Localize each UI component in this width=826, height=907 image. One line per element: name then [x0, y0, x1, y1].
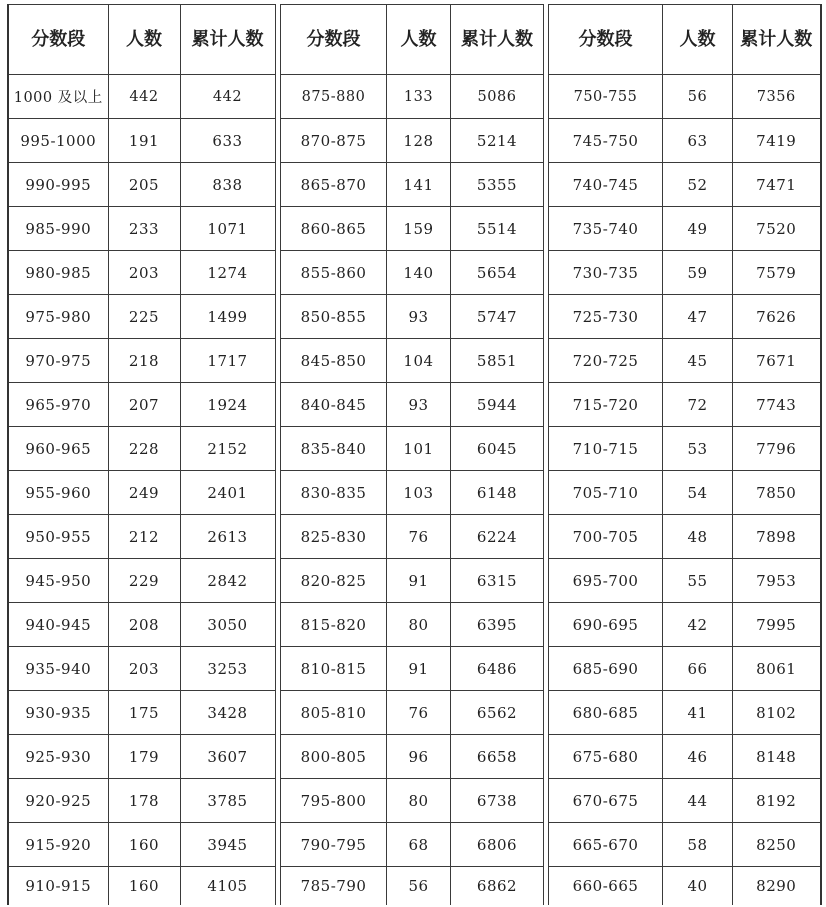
score-range-cell: 960-965 [8, 427, 108, 471]
score-range-cell: 665-670 [549, 823, 663, 867]
count-cell: 207 [108, 383, 180, 427]
score-range-cell: 950-955 [8, 515, 108, 559]
header-cumulative: 累计人数 [451, 5, 544, 75]
count-cell: 249 [108, 471, 180, 515]
score-range-cell: 980-985 [8, 251, 108, 295]
score-range-cell: 970-975 [8, 339, 108, 383]
cumulative-cell: 8192 [733, 779, 821, 823]
table-row [281, 251, 544, 295]
cumulative-cell: 2613 [180, 515, 275, 559]
table-row [549, 251, 821, 295]
count-cell: 76 [387, 515, 451, 559]
count-cell: 80 [387, 779, 451, 823]
header-cumulative: 累计人数 [733, 5, 821, 75]
header-score-range: 分数段 [281, 5, 387, 75]
cumulative-cell: 6862 [451, 867, 544, 906]
count-cell: 55 [663, 559, 733, 603]
table-row [8, 207, 275, 251]
table-row [549, 647, 821, 691]
score-range-cell: 1000 及以上 [8, 75, 108, 119]
cumulative-cell: 1717 [180, 339, 275, 383]
table-row [281, 207, 544, 251]
score-range-cell: 715-720 [549, 383, 663, 427]
cumulative-cell: 7356 [733, 75, 821, 119]
cumulative-cell: 5355 [451, 163, 544, 207]
count-cell: 160 [108, 823, 180, 867]
table-row [281, 735, 544, 779]
table-row [549, 515, 821, 559]
table-row [549, 559, 821, 603]
table-row [549, 427, 821, 471]
score-range-cell: 860-865 [281, 207, 387, 251]
cumulative-cell: 6658 [451, 735, 544, 779]
table-row [281, 691, 544, 735]
score-range-cell: 690-695 [549, 603, 663, 647]
score-range-cell: 820-825 [281, 559, 387, 603]
table-row [281, 119, 544, 163]
cumulative-cell: 1071 [180, 207, 275, 251]
count-cell: 76 [387, 691, 451, 735]
cumulative-cell: 7471 [733, 163, 821, 207]
score-range-cell: 785-790 [281, 867, 387, 906]
count-cell: 159 [387, 207, 451, 251]
score-range-cell: 805-810 [281, 691, 387, 735]
table-row [8, 75, 275, 119]
cumulative-cell: 7671 [733, 339, 821, 383]
table-row [549, 603, 821, 647]
cumulative-cell: 3607 [180, 735, 275, 779]
cumulative-cell: 6806 [451, 823, 544, 867]
cumulative-cell: 2842 [180, 559, 275, 603]
score-range-cell: 730-735 [549, 251, 663, 295]
cumulative-cell: 1274 [180, 251, 275, 295]
table-row [8, 779, 275, 823]
cumulative-cell: 8061 [733, 647, 821, 691]
score-range-cell: 740-745 [549, 163, 663, 207]
count-cell: 47 [663, 295, 733, 339]
table-row [281, 295, 544, 339]
count-cell: 141 [387, 163, 451, 207]
count-cell: 48 [663, 515, 733, 559]
count-cell: 44 [663, 779, 733, 823]
cumulative-cell: 2401 [180, 471, 275, 515]
count-cell: 103 [387, 471, 451, 515]
count-cell: 229 [108, 559, 180, 603]
count-cell: 133 [387, 75, 451, 119]
score-range-cell: 935-940 [8, 647, 108, 691]
score-range-cell: 855-860 [281, 251, 387, 295]
cumulative-cell: 2152 [180, 427, 275, 471]
table-row [8, 427, 275, 471]
score-range-cell: 915-920 [8, 823, 108, 867]
score-range-cell: 925-930 [8, 735, 108, 779]
score-range-cell: 720-725 [549, 339, 663, 383]
cumulative-cell: 7796 [733, 427, 821, 471]
table-row [8, 119, 275, 163]
table-row [281, 163, 544, 207]
count-cell: 218 [108, 339, 180, 383]
cumulative-cell: 8290 [733, 867, 821, 906]
cumulative-cell: 5851 [451, 339, 544, 383]
score-range-cell: 685-690 [549, 647, 663, 691]
table-row [549, 471, 821, 515]
count-cell: 160 [108, 867, 180, 906]
count-cell: 56 [387, 867, 451, 906]
count-cell: 56 [663, 75, 733, 119]
count-cell: 68 [387, 823, 451, 867]
score-range-cell: 955-960 [8, 471, 108, 515]
table-row [549, 339, 821, 383]
cumulative-cell: 6224 [451, 515, 544, 559]
table-row [8, 647, 275, 691]
cumulative-cell: 7520 [733, 207, 821, 251]
cumulative-cell: 5214 [451, 119, 544, 163]
cumulative-cell: 5747 [451, 295, 544, 339]
header-count: 人数 [108, 5, 180, 75]
count-cell: 59 [663, 251, 733, 295]
cumulative-cell: 5944 [451, 383, 544, 427]
cumulative-cell: 3945 [180, 823, 275, 867]
score-range-cell: 830-835 [281, 471, 387, 515]
table-row [549, 119, 821, 163]
score-table-section-3 [548, 4, 822, 905]
cumulative-cell: 442 [180, 75, 275, 119]
score-range-cell: 940-945 [8, 603, 108, 647]
cumulative-cell: 5654 [451, 251, 544, 295]
count-cell: 46 [663, 735, 733, 779]
score-range-cell: 840-845 [281, 383, 387, 427]
count-cell: 101 [387, 427, 451, 471]
score-range-cell: 995-1000 [8, 119, 108, 163]
score-range-cell: 945-950 [8, 559, 108, 603]
table-row [8, 383, 275, 427]
cumulative-cell: 3253 [180, 647, 275, 691]
score-range-cell: 850-855 [281, 295, 387, 339]
score-range-cell: 750-755 [549, 75, 663, 119]
cumulative-cell: 8148 [733, 735, 821, 779]
table-row [281, 647, 544, 691]
score-range-cell: 790-795 [281, 823, 387, 867]
count-cell: 233 [108, 207, 180, 251]
header-count: 人数 [387, 5, 451, 75]
header-score-range: 分数段 [8, 5, 108, 75]
count-cell: 53 [663, 427, 733, 471]
score-range-cell: 705-710 [549, 471, 663, 515]
count-cell: 72 [663, 383, 733, 427]
score-range-cell: 710-715 [549, 427, 663, 471]
count-cell: 442 [108, 75, 180, 119]
cumulative-cell: 3785 [180, 779, 275, 823]
cumulative-cell: 8250 [733, 823, 821, 867]
cumulative-cell: 7419 [733, 119, 821, 163]
table-row [549, 867, 821, 906]
cumulative-cell: 6562 [451, 691, 544, 735]
table-row [8, 823, 275, 867]
count-cell: 80 [387, 603, 451, 647]
score-range-cell: 660-665 [549, 867, 663, 906]
score-range-cell: 870-875 [281, 119, 387, 163]
score-range-cell: 810-815 [281, 647, 387, 691]
count-cell: 54 [663, 471, 733, 515]
table-row [549, 779, 821, 823]
table-row [281, 75, 544, 119]
table-row [8, 339, 275, 383]
score-range-cell: 680-685 [549, 691, 663, 735]
score-range-cell: 930-935 [8, 691, 108, 735]
count-cell: 41 [663, 691, 733, 735]
score-range-cell: 800-805 [281, 735, 387, 779]
count-cell: 93 [387, 383, 451, 427]
count-cell: 203 [108, 647, 180, 691]
count-cell: 140 [387, 251, 451, 295]
count-cell: 66 [663, 647, 733, 691]
table-row [549, 207, 821, 251]
count-cell: 178 [108, 779, 180, 823]
count-cell: 104 [387, 339, 451, 383]
score-range-cell: 815-820 [281, 603, 387, 647]
score-range-cell: 845-850 [281, 339, 387, 383]
cumulative-cell: 4105 [180, 867, 275, 906]
table-row [8, 867, 275, 906]
table-row [281, 427, 544, 471]
count-cell: 228 [108, 427, 180, 471]
score-range-cell: 910-915 [8, 867, 108, 906]
cumulative-cell: 6395 [451, 603, 544, 647]
count-cell: 91 [387, 559, 451, 603]
score-range-cell: 875-880 [281, 75, 387, 119]
cumulative-cell: 6738 [451, 779, 544, 823]
table-row [281, 471, 544, 515]
table-row [549, 163, 821, 207]
count-cell: 225 [108, 295, 180, 339]
cumulative-cell: 838 [180, 163, 275, 207]
count-cell: 93 [387, 295, 451, 339]
score-range-cell: 725-730 [549, 295, 663, 339]
cumulative-cell: 6045 [451, 427, 544, 471]
table-row [549, 295, 821, 339]
header-count: 人数 [663, 5, 733, 75]
score-range-cell: 695-700 [549, 559, 663, 603]
cumulative-cell: 7995 [733, 603, 821, 647]
table-row [281, 339, 544, 383]
score-range-cell: 700-705 [549, 515, 663, 559]
header-row [281, 5, 544, 75]
table-row [549, 75, 821, 119]
score-range-cell: 670-675 [549, 779, 663, 823]
count-cell: 52 [663, 163, 733, 207]
score-range-cell: 865-870 [281, 163, 387, 207]
table-row [8, 471, 275, 515]
count-cell: 175 [108, 691, 180, 735]
cumulative-cell: 3428 [180, 691, 275, 735]
cumulative-cell: 633 [180, 119, 275, 163]
cumulative-cell: 7626 [733, 295, 821, 339]
cumulative-cell: 3050 [180, 603, 275, 647]
table-row [281, 559, 544, 603]
cumulative-cell: 5086 [451, 75, 544, 119]
count-cell: 96 [387, 735, 451, 779]
table-row [8, 251, 275, 295]
count-cell: 45 [663, 339, 733, 383]
cumulative-cell: 8102 [733, 691, 821, 735]
count-cell: 191 [108, 119, 180, 163]
count-cell: 205 [108, 163, 180, 207]
score-range-cell: 735-740 [549, 207, 663, 251]
cumulative-cell: 5514 [451, 207, 544, 251]
count-cell: 179 [108, 735, 180, 779]
table-row [281, 823, 544, 867]
cumulative-cell: 7743 [733, 383, 821, 427]
header-row [549, 5, 821, 75]
count-cell: 212 [108, 515, 180, 559]
count-cell: 49 [663, 207, 733, 251]
table-row [281, 867, 544, 906]
score-range-cell: 745-750 [549, 119, 663, 163]
count-cell: 58 [663, 823, 733, 867]
score-range-cell: 795-800 [281, 779, 387, 823]
cumulative-cell: 7850 [733, 471, 821, 515]
header-row [8, 5, 275, 75]
table-row [549, 735, 821, 779]
cumulative-cell: 7579 [733, 251, 821, 295]
score-range-cell: 675-680 [549, 735, 663, 779]
cumulative-cell: 1499 [180, 295, 275, 339]
table-row [281, 779, 544, 823]
table-row [8, 515, 275, 559]
table-row [8, 163, 275, 207]
score-table-section-1 [7, 4, 276, 905]
cumulative-cell: 6148 [451, 471, 544, 515]
count-cell: 128 [387, 119, 451, 163]
table-row [281, 383, 544, 427]
score-range-cell: 975-980 [8, 295, 108, 339]
score-range-cell: 920-925 [8, 779, 108, 823]
table-row [8, 691, 275, 735]
count-cell: 40 [663, 867, 733, 906]
count-cell: 208 [108, 603, 180, 647]
score-range-cell: 965-970 [8, 383, 108, 427]
score-range-cell: 835-840 [281, 427, 387, 471]
cumulative-cell: 7898 [733, 515, 821, 559]
table-row [281, 603, 544, 647]
cumulative-cell: 7953 [733, 559, 821, 603]
table-row [8, 735, 275, 779]
score-range-cell: 990-995 [8, 163, 108, 207]
count-cell: 63 [663, 119, 733, 163]
cumulative-cell: 6315 [451, 559, 544, 603]
count-cell: 203 [108, 251, 180, 295]
header-score-range: 分数段 [549, 5, 663, 75]
table-row [8, 559, 275, 603]
cumulative-cell: 1924 [180, 383, 275, 427]
table-row [8, 603, 275, 647]
table-row [281, 515, 544, 559]
table-row [549, 691, 821, 735]
count-cell: 91 [387, 647, 451, 691]
header-cumulative: 累计人数 [180, 5, 275, 75]
table-row [8, 295, 275, 339]
score-range-cell: 825-830 [281, 515, 387, 559]
table-row [549, 383, 821, 427]
count-cell: 42 [663, 603, 733, 647]
score-range-cell: 985-990 [8, 207, 108, 251]
cumulative-cell: 6486 [451, 647, 544, 691]
score-table-section-2 [280, 4, 544, 905]
table-row [549, 823, 821, 867]
